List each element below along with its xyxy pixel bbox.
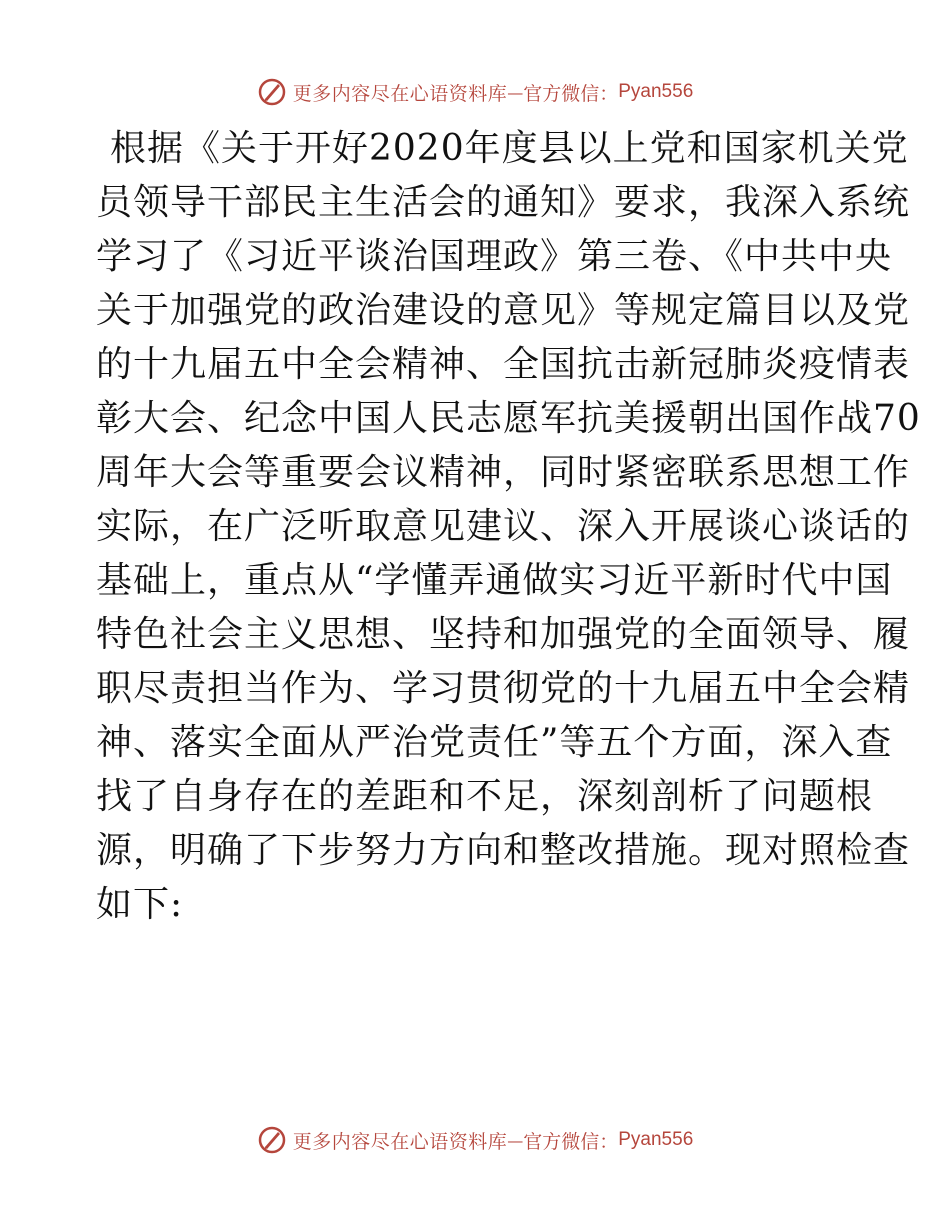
brand-text: 更多内容尽在心语资料库 — [292, 1130, 508, 1153]
header-watermark — [0, 72, 950, 112]
quill-pen-logo-icon — [257, 1125, 287, 1155]
text-line-8: 实际，在广泛听取意见建议、深入开展谈心谈话的 — [96, 506, 911, 547]
document-body — [96, 122, 921, 932]
text-line-4: 关于加强党的政治建设的意见》等规定篇目以及党 — [96, 290, 911, 331]
text-line-6: 彰大会、纪念中国人民志愿军抗美援朝出国作战70 — [96, 398, 921, 439]
text-line-14: 源，明确了下步努力方向和整改措施。现对照检查 — [96, 830, 911, 871]
text-line-12: 神、落实全面从严治党责任”等五个方面，深入查 — [96, 722, 893, 763]
text-line-9: 基础上，重点从“学懂弄通做实习近平新时代中国 — [96, 560, 893, 601]
text-line-2: 员领导干部民主生活会的通知》要求，我深入系统 — [96, 182, 911, 223]
text-line-1: 根据《关于开好2020年度县以上党和国家机关党 — [110, 128, 909, 169]
text-line-15: 如下: — [96, 884, 184, 925]
wechat-id: Pyan556 — [618, 1129, 694, 1150]
text-line-13: 找了自身存在的差距和不足，深刻剖析了问题根 — [96, 776, 874, 817]
official-label: 官方微信： — [523, 82, 619, 105]
footer-watermark — [0, 1120, 950, 1160]
text-line-3: 学习了《习近平谈治国理政》第三卷、《中共中央 — [96, 236, 893, 277]
quill-pen-logo-icon — [257, 77, 287, 107]
official-label: 官方微信： — [523, 1130, 619, 1153]
text-line-5: 的十九届五中全会精神、全国抗击新冠肺炎疫情表 — [96, 344, 911, 385]
text-line-7: 周年大会等重要会议精神，同时紧密联系思想工作 — [96, 452, 911, 493]
wechat-id: Pyan556 — [618, 81, 694, 102]
brand-separator: — — [507, 82, 524, 102]
text-line-10: 特色社会主义思想、坚持和加强党的全面领导、履 — [96, 614, 911, 655]
brand-text: 更多内容尽在心语资料库 — [292, 82, 508, 105]
brand-separator: — — [507, 1130, 524, 1150]
text-line-11: 职尽责担当作为、学习贯彻党的十九届五中全会精 — [96, 668, 911, 709]
